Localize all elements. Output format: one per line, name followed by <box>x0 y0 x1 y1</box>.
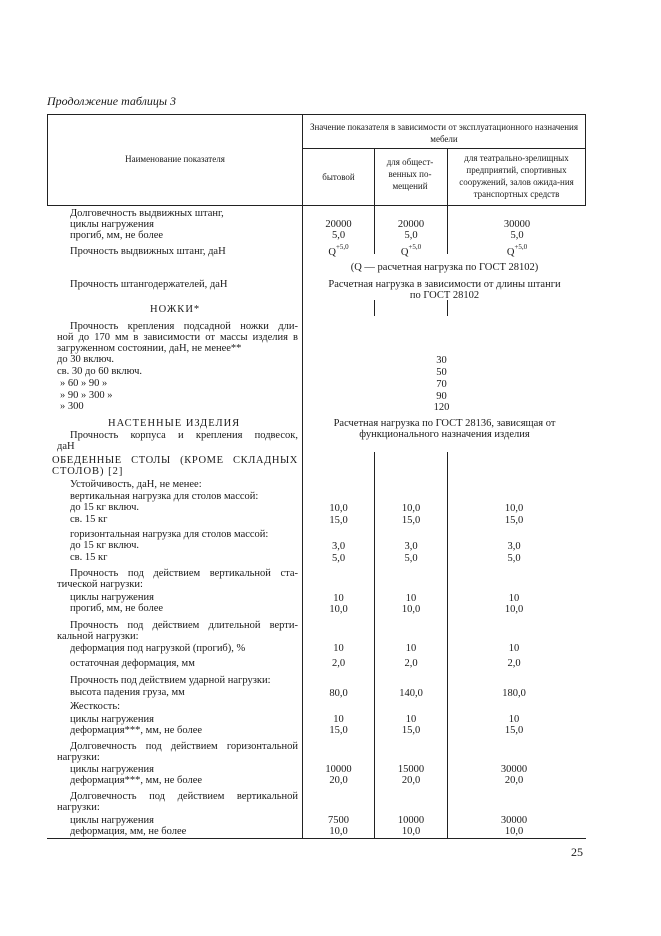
table-cell: 10000 <box>325 764 352 775</box>
table-cell: 15,0 <box>401 515 421 526</box>
drawer-cycles-theatre: 30000 <box>503 219 531 230</box>
legs-row-label: » 300 <box>60 401 84 412</box>
table-cell: 15,0 <box>504 725 524 736</box>
dining-rigidity-label: Жесткость: <box>70 701 121 712</box>
table-cell: 20,0 <box>329 775 348 786</box>
dining-title-line1: ОБЕДЕННЫЕ СТОЛЫ (КРОМЕ СКЛАДНЫХ <box>52 455 298 466</box>
table-cell: 10,0 <box>504 604 524 615</box>
holder-label: Прочность штангодержателей, даН <box>70 279 228 290</box>
table-cell: 10,0 <box>504 503 524 514</box>
table-cell: 10,0 <box>401 826 421 837</box>
wall-desc-line2: даН <box>57 441 75 452</box>
table-cell: 7500 <box>328 815 349 826</box>
dining-static-line1: Прочность под действием вертикальной ста- <box>70 568 298 579</box>
table-cell: 2,0 <box>507 658 521 669</box>
header-value-group: Значение показателя в зависимости от эксплуатационного назначения мебели <box>309 122 579 144</box>
legs-row-value: 90 <box>436 391 447 402</box>
table-cell: 10,0 <box>401 604 421 615</box>
legs-title: НОЖКИ* <box>150 304 201 315</box>
table-cell: 180,0 <box>502 688 526 699</box>
legs-row-label: » 60 » 90 » <box>60 378 108 389</box>
legs-desc-line2: ной до 170 мм в зависимости от массы изделия в <box>57 332 298 343</box>
legs-row-value: 30 <box>436 355 447 366</box>
wall-title: НАСТЕННЫЕ ИЗДЕЛИЯ <box>108 418 241 429</box>
header-name-column: Наименование показателя <box>125 154 225 164</box>
holder-value-line2: по ГОСТ 28102 <box>409 290 480 301</box>
table-row-label: деформация под нагрузкой (прогиб), % <box>70 643 246 654</box>
table-cell: 10 <box>508 714 520 725</box>
header-bottom-border <box>47 205 586 206</box>
table-row-label: до 15 кг включ. <box>70 540 140 551</box>
table-cell: 3,0 <box>507 541 521 552</box>
table-cell: 2,0 <box>404 658 418 669</box>
table-bottom-border <box>47 838 586 839</box>
table-cell: 3,0 <box>404 541 418 552</box>
table-row-label: циклы нагружения <box>70 815 154 826</box>
table-cell: 10 <box>405 714 417 725</box>
subcol-divider-2 <box>447 300 448 316</box>
table-row-label: деформация***, мм, не более <box>70 775 203 786</box>
legs-row-label: св. 30 до 60 включ. <box>57 366 142 377</box>
table-cell: 20,0 <box>401 775 421 786</box>
dining-long-line1: Прочность под действием длительной верти- <box>70 620 298 631</box>
drawer-strength-label: Прочность выдвижных штанг, даН <box>70 246 226 257</box>
drawer-cycles-label: циклы нагружения <box>70 219 154 230</box>
holder-value-line1: Расчетная нагрузка в зависимости от длины штанги <box>328 279 561 290</box>
table-cell: 10000 <box>397 815 425 826</box>
drawer-durability-label: Долговечность выдвижных штанг, <box>70 208 224 219</box>
drawer-deflection-household: 5,0 <box>331 230 346 241</box>
table-cell: 10 <box>405 643 417 654</box>
table-cell: 5,0 <box>404 553 418 564</box>
wall-desc-line1: Прочность корпуса и крепления подвесок, <box>70 430 298 441</box>
table-cell: 10,0 <box>329 826 348 837</box>
dining-stability-label: Устойчивость, даН, не менее: <box>70 479 202 490</box>
drawer-cycles-public: 20000 <box>397 219 425 230</box>
table-cell: 10,0 <box>504 826 524 837</box>
header-group-divider <box>302 148 586 149</box>
table-cell: 10 <box>508 643 520 654</box>
dining-long-line2: кальной нагрузки: <box>57 631 139 642</box>
legs-desc-line3: загруженном состоянии, даН, не менее** <box>57 343 242 354</box>
table-cell: 2,0 <box>331 658 346 669</box>
table-cell: 10,0 <box>329 604 348 615</box>
table-row-label: остаточная деформация, мм <box>70 658 195 669</box>
table-cell: 10 <box>333 593 344 604</box>
table-row-label: св. 15 кг <box>70 514 108 525</box>
table-row-label: циклы нагружения <box>70 592 154 603</box>
table-top-border <box>47 114 586 115</box>
table-row-label: св. 15 кг <box>70 552 108 563</box>
page-number: 25 <box>571 845 583 859</box>
table-cell: 10,0 <box>329 503 348 514</box>
table-cell: 30000 <box>500 764 528 775</box>
drawer-deflection-label: прогиб, мм, не более <box>70 230 164 241</box>
legs-row-label: до 30 включ. <box>57 354 114 365</box>
table-cell: 140,0 <box>399 688 423 699</box>
table-cell: 5,0 <box>507 553 521 564</box>
drawer-strength-theatre: $Q^{+5,0}$ <box>506 243 528 258</box>
dining-vert-durability-line2: нагрузки: <box>57 802 100 813</box>
table-row-label: до 15 кг включ. <box>70 502 140 513</box>
legs-row-label: » 90 » 300 » <box>60 390 113 401</box>
table-cell: 10 <box>405 593 417 604</box>
table-cell: 15,0 <box>329 725 348 736</box>
dining-horizontal-label: горизонтальная нагрузка для столов массой: <box>70 529 269 540</box>
legs-row-value: 70 <box>436 379 447 390</box>
table-row-label: деформация***, мм, не более <box>70 725 203 736</box>
dining-vert-durability-line1: Долговечность под действием вертикальной <box>70 791 298 802</box>
drawer-cycles-household: 20000 <box>325 219 352 230</box>
legs-desc-line1: Прочность крепления подсадной ножки дли- <box>70 321 298 332</box>
wall-value-line2: функционального назначения изделия <box>359 429 530 440</box>
header-theatre: для театрально-зрелищных предприятий, спортивных сооружений, залов ожида-ния транспортных средств <box>459 153 574 199</box>
table-row-label: циклы нагружения <box>70 714 154 725</box>
dining-horiz-durability-line1: Долговечность под действием горизонтальной <box>70 741 298 752</box>
table-cell: 15000 <box>397 764 425 775</box>
table-cell: 15,0 <box>504 515 524 526</box>
table-cell: 10 <box>333 714 344 725</box>
table-cell: 10 <box>333 643 344 654</box>
drawer-deflection-theatre: 5,0 <box>510 230 524 241</box>
table-cell: 30000 <box>500 815 528 826</box>
table-cell: 15,0 <box>401 725 421 736</box>
header-public: для общест-венных по-мещений <box>386 157 434 191</box>
dining-static-line2: тической нагрузки: <box>57 579 143 590</box>
table-row-label: циклы нагружения <box>70 764 154 775</box>
dining-title-line2: СТОЛОВ) [2] <box>52 466 124 477</box>
subcol-divider-1 <box>374 300 375 316</box>
q-note: (Q — расчетная нагрузка по ГОСТ 28102) <box>350 262 539 273</box>
table-cell: 80,0 <box>329 688 348 699</box>
table-cell: 3,0 <box>331 541 346 552</box>
table-cell: 10,0 <box>401 503 421 514</box>
table-cell: 10 <box>508 593 520 604</box>
table-row-label: деформация, мм, не более <box>70 826 187 837</box>
dining-impact-label: Прочность под действием ударной нагрузки: <box>70 675 271 686</box>
drawer-strength-household: $Q^{+5,0}$ <box>328 243 349 258</box>
drawer-deflection-public: 5,0 <box>404 230 418 241</box>
header-household: бытовой <box>322 172 355 182</box>
legs-row-value: 50 <box>436 367 447 378</box>
table-row-label: прогиб, мм, не более <box>70 603 164 614</box>
wall-value-line1: Расчетная нагрузка по ГОСТ 28136, зависящая от <box>333 418 556 429</box>
table-right-border <box>585 114 586 206</box>
drawer-strength-public: $Q^{+5,0}$ <box>400 243 422 258</box>
table-caption: Продолжение таблицы 3 <box>47 94 177 108</box>
dining-horiz-durability-line2: нагрузки: <box>57 752 100 763</box>
table-cell: 15,0 <box>329 515 348 526</box>
legs-row-value: 120 <box>433 402 450 413</box>
dining-vertical-label: вертикальная нагрузка для столов массой: <box>70 491 259 502</box>
table-cell: 20,0 <box>504 775 524 786</box>
table-cell: 5,0 <box>331 553 346 564</box>
table-row-label: высота падения груза, мм <box>70 687 185 698</box>
